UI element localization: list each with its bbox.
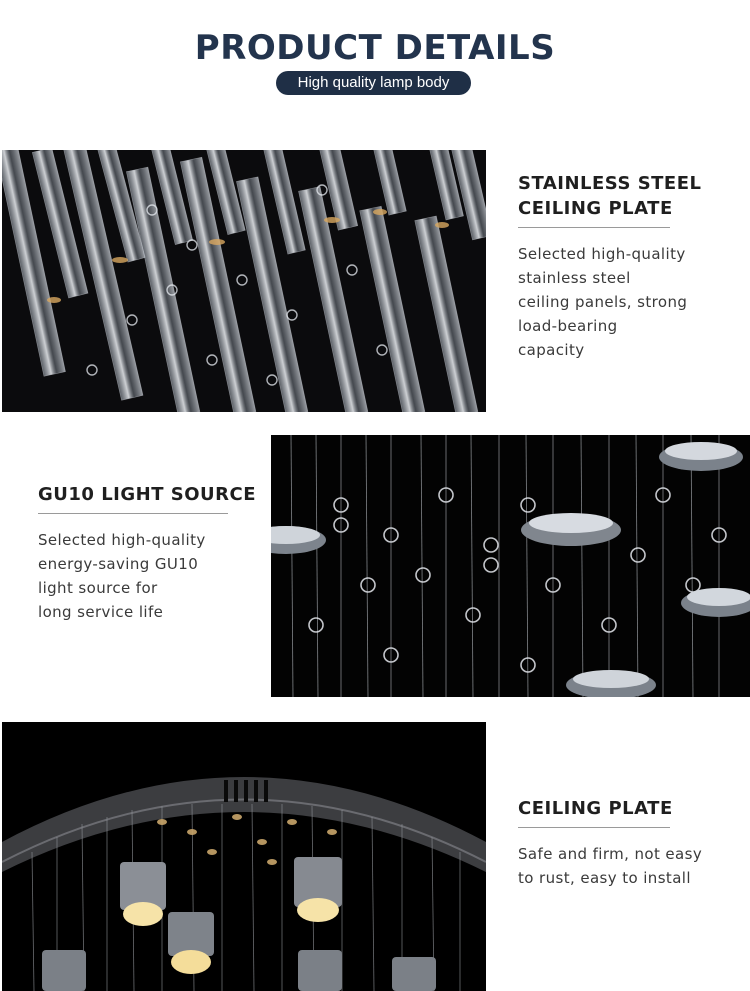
description-line: stainless steel [518, 269, 631, 287]
divider [518, 227, 670, 228]
description-line: Selected high-quality [38, 531, 206, 549]
feature-title: CEILING PLATE [518, 798, 673, 819]
description-line: to rust, easy to install [518, 869, 691, 887]
description-line: energy-saving GU10 [38, 555, 199, 573]
divider [518, 827, 670, 828]
subtitle-badge: High quality lamp body [276, 71, 471, 95]
feature-title: GU10 LIGHT SOURCE [38, 484, 257, 505]
feature-title-line: CEILING PLATE [518, 198, 673, 219]
divider [38, 513, 228, 514]
feature-description [518, 842, 738, 890]
description-line: ceiling panels, strong [518, 293, 688, 311]
feature-stainless-steel [518, 171, 718, 362]
description-line: long service life [38, 603, 164, 621]
feature-title-line: STAINLESS STEEL [518, 173, 702, 194]
feature-ceiling-plate [518, 796, 738, 890]
feature-gu10 [38, 482, 268, 624]
feature-description [38, 528, 268, 624]
crystal-rods-photo [2, 150, 486, 412]
page-title: PRODUCT DETAILS [194, 28, 556, 68]
description-line: load-bearing [518, 317, 618, 335]
feature-description [518, 242, 718, 362]
ceiling-plate-photo [2, 722, 486, 991]
description-line: Selected high-quality [518, 245, 686, 263]
page-header [0, 0, 750, 110]
gu10-bulbs-photo [271, 435, 750, 697]
description-line: light source for [38, 579, 158, 597]
feature-title [518, 171, 718, 221]
description-line: Safe and firm, not easy [518, 845, 703, 863]
description-line: capacity [518, 341, 585, 359]
